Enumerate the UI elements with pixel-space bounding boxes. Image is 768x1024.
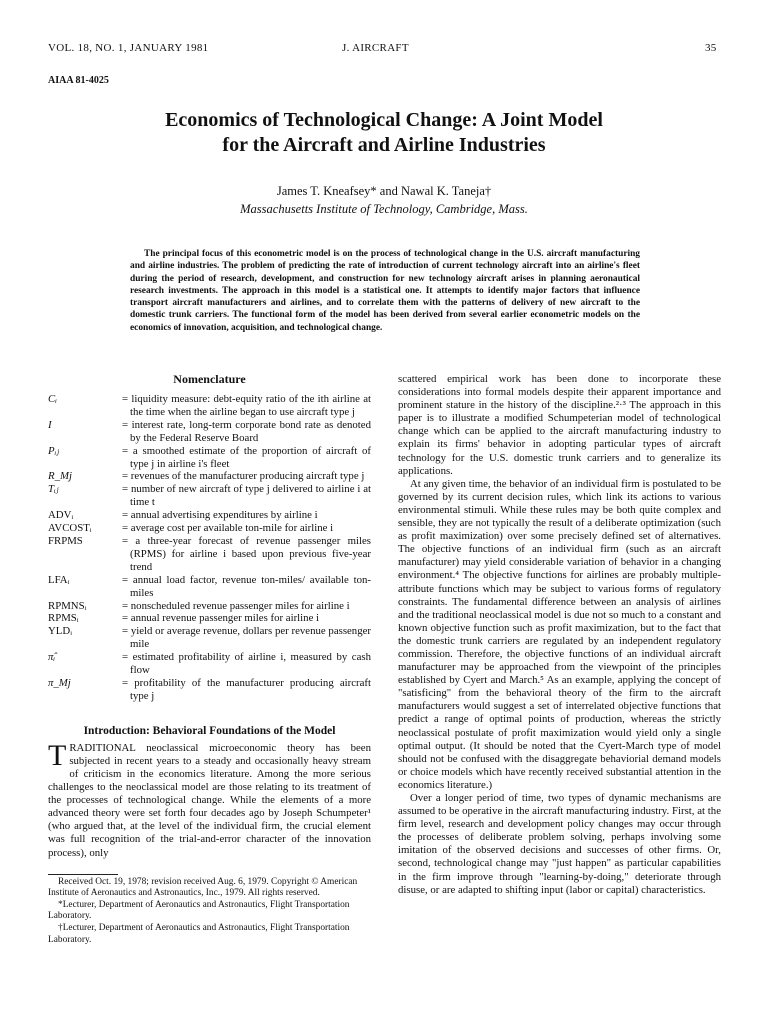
nomenclature-symbol: FRPMS xyxy=(48,534,83,547)
nomenclature-definition: = estimated profitability of airline i, measured by cash flow xyxy=(122,651,371,677)
left-column xyxy=(48,372,371,946)
nomenclature-symbol: π̂ᵢ xyxy=(48,651,56,664)
nomenclature-definition: = nonscheduled revenue passenger miles for airline i xyxy=(122,599,350,612)
nomenclature-symbol: RPMSᵢ xyxy=(48,612,79,625)
nomenclature-symbol: RPMNSᵢ xyxy=(48,599,87,612)
nomenclature-definition: = annual advertising expenditures by airline i xyxy=(122,509,318,522)
page-number: 35 xyxy=(705,42,717,54)
nomenclature-definition: = interest rate, long-term corporate bond rate as denoted by the Federal Reserve Board xyxy=(122,418,371,444)
nomenclature-symbol: Tᵢⱼ xyxy=(48,483,59,496)
nomenclature-definition: = yield or average revenue, dollars per revenue passenger mile xyxy=(122,625,371,651)
nomenclature-symbol: LFAᵢ xyxy=(48,573,70,586)
nomenclature-entry xyxy=(48,470,371,483)
paper-id: AIAA 81-4025 xyxy=(48,75,109,86)
right-column xyxy=(398,373,721,897)
intro-text: RADITIONAL neoclassical microeconomic theory has been subjected in recent years to a steady and occasionally heavy stream of criticism in the economics literature. Among the more serious challenges to the neoclassical model are those relating to its treatment of the processes of technological change. While the elements of a more advanced theory were set forth four decades ago by Joseph Schumpeter¹ (who argued that, at the level of the individual firm, the crucial element was full recognition of the trial-and-error character of the innovation process), only xyxy=(48,741,371,859)
nomenclature-entry xyxy=(48,574,371,600)
nomenclature-definition: = revenues of the manufacturer producing aircraft type j xyxy=(122,470,365,483)
title-line-2: for the Aircraft and Airline Industries xyxy=(222,134,546,156)
journal-volume: VOL. 18, NO. 1, JANUARY 1981 xyxy=(48,42,209,54)
footnotes xyxy=(48,877,371,947)
nomenclature-entry xyxy=(48,522,371,535)
nomenclature-symbol: π_Mj xyxy=(48,676,71,689)
nomenclature-symbol: R_Mj xyxy=(48,470,72,483)
nomenclature-symbol: Pᵢⱼ xyxy=(48,444,60,457)
nomenclature-definition: = number of new aircraft of type j delivered to airline i at time t xyxy=(122,483,371,509)
nomenclature-symbol: I xyxy=(48,418,52,431)
nomenclature-symbol: ADVᵢ xyxy=(48,509,74,522)
footnote-author-1: *Lecturer, Department of Aeronautics and Astronautics, Flight Transportation Laboratory. xyxy=(48,899,350,922)
nomenclature-definition: = liquidity measure: debt-equity ratio of the ith airline at the time when the airline began to use aircraft type j xyxy=(122,393,371,418)
nomenclature-symbol: Cᵢ xyxy=(48,393,57,405)
nomenclature-definition: = annual load factor, revenue ton-miles/ available ton-miles xyxy=(122,573,371,599)
body-paragraph: At any given time, the behavior of an individual firm is postulated to be governed by its current decision rules, which link its actions to various environmental stimuli. While these rules may be both quite complex and sensible, they are not typically the result of a deliberate optimization (such as profit maximization) over some precisely defined set of alternatives. The objective functions of an individual firm (such as an aircraft manufacturer) may yield considerable variation of behavior in a changing environment.⁴ The objective functions for airlines are probably multiple-attribute functions which may be subject to various forms of regulatory constraints. The fundamental difference between an analysis of airlines and the traditional neoclassical model is due not so much to a constant and known objective function such as profit maximization, but to the fact that the domestic trunk carriers are regulated by an independent regulatory commission. Therefore, the objective functions of an individual aircraft manufacturer may be approached from the viewpoint of the principles established by Cyert and March.⁵ As an example, applying the concept of "satisficing" from the behavioral theory of the firm to the aircraft manufacturers would suggest a set of interrelated objective functions that predict a range of optimal points of production, whereas the strictly neoclassical postulate of profit maximization would yield only a single optimal output. (It should be noted that the Cyert-March type of model should not be confused with the disaggregate behaviorial demand models or choice models which have recently received substantial attention in the economics literature.) xyxy=(398,477,721,791)
nomenclature-entry xyxy=(48,651,371,677)
nomenclature-entry xyxy=(48,445,371,471)
affiliation: Massachusetts Institute of Technology, Cambridge, Mass. xyxy=(240,202,528,216)
nomenclature-list xyxy=(48,393,371,703)
nomenclature-symbol: YLDᵢ xyxy=(48,625,72,638)
nomenclature-entry xyxy=(48,600,371,613)
nomenclature-entry xyxy=(48,483,371,509)
nomenclature-definition: = annual revenue passenger miles for airline i xyxy=(122,612,320,625)
footnote-author-2: †Lecturer, Department of Aeronautics and Astronautics, Flight Transportation Laboratory. xyxy=(48,922,350,945)
footnote-rule xyxy=(48,874,118,875)
nomenclature-definition: = a smoothed estimate of the proportion of aircraft of type j in airline i's fleet xyxy=(122,444,371,470)
nomenclature-definition: = average cost per available ton-mile for airline i xyxy=(122,522,334,535)
footnote-received: Received Oct. 19, 1978; revision received Aug. 6, 1979. Copyright © American Institute of Aeronautics and Astronautics, Inc., 1979. All rights reserved. xyxy=(48,876,358,899)
nomenclature-entry xyxy=(48,677,371,703)
nomenclature-entry xyxy=(48,612,371,625)
body-paragraph: Over a longer period of time, two types of dynamic mechanisms are assumed to be operative in the aircraft manufacturing industry. First, at the firm level, research and development policy changes may occur through the processes of deliberate problem solving, perhaps involving some imitation of the observed decisions and successes of other firms. Or, second, technological change may "just happen" as particular capabilities in the firm improve through "learning-by-doing," deteriorate through disuse, or are adapted to shifting input (labor or capital) characteristics. xyxy=(398,792,721,896)
journal-name: J. AIRCRAFT xyxy=(342,42,409,54)
nomenclature-entry xyxy=(48,509,371,522)
nomenclature-entry xyxy=(48,625,371,651)
nomenclature-symbol: AVCOSTᵢ xyxy=(48,522,92,535)
nomenclature-entry xyxy=(48,393,371,419)
title-line-1: Economics of Technological Change: A Joint Model xyxy=(165,109,603,131)
nomenclature-heading: Nomenclature xyxy=(173,372,246,386)
abstract: The principal focus of this econometric model is on the process of technological change in the U.S. aircraft manufacturing and airline industries. The problem of predicting the rate of introduction of current technology aircraft into an airline's fleet during the period of research, development, and construction for new technology aircraft arises in planning aeronautical research investments. The approach in this model is a statistical one. It attempts to identify major factors that influence transport aircraft manufacturers and airlines, and to correlate them with the patterns of delivery of new aircraft to the domestic trunk carriers. The functional form of the model has been derived from several earlier econometric models on the economics of innovation, acquisition, and technological change. xyxy=(130,249,640,333)
intro-heading: Introduction: Behavioral Foundations of the Model xyxy=(83,724,336,737)
intro-paragraph xyxy=(48,738,371,860)
nomenclature-entry xyxy=(48,419,371,445)
drop-cap: T xyxy=(48,738,67,772)
nomenclature-entry xyxy=(48,535,371,574)
nomenclature-definition: = a three-year forecast of revenue passenger miles (RPMS) for airline i based upon previous five-year trend xyxy=(122,534,371,573)
body-paragraph: scattered empirical work has been done to incorporate these considerations into formal models despite their apparent importance and prominent stature in the history of the discipline.²·³ The approach in this paper is to illustrate a modified Schumpeterian model of technological change which can be applied to the aircraft manufacturing industry to explain its firms' behavior in adopting particular types of aircraft technology for the U.S. domestic trunk carriers and to generalize its applications. xyxy=(398,373,721,477)
paper-title xyxy=(60,108,708,158)
nomenclature-definition: = profitability of the manufacturer producing aircraft type j xyxy=(122,676,371,702)
authors: James T. Kneafsey* and Nawal K. Taneja† xyxy=(276,184,492,198)
